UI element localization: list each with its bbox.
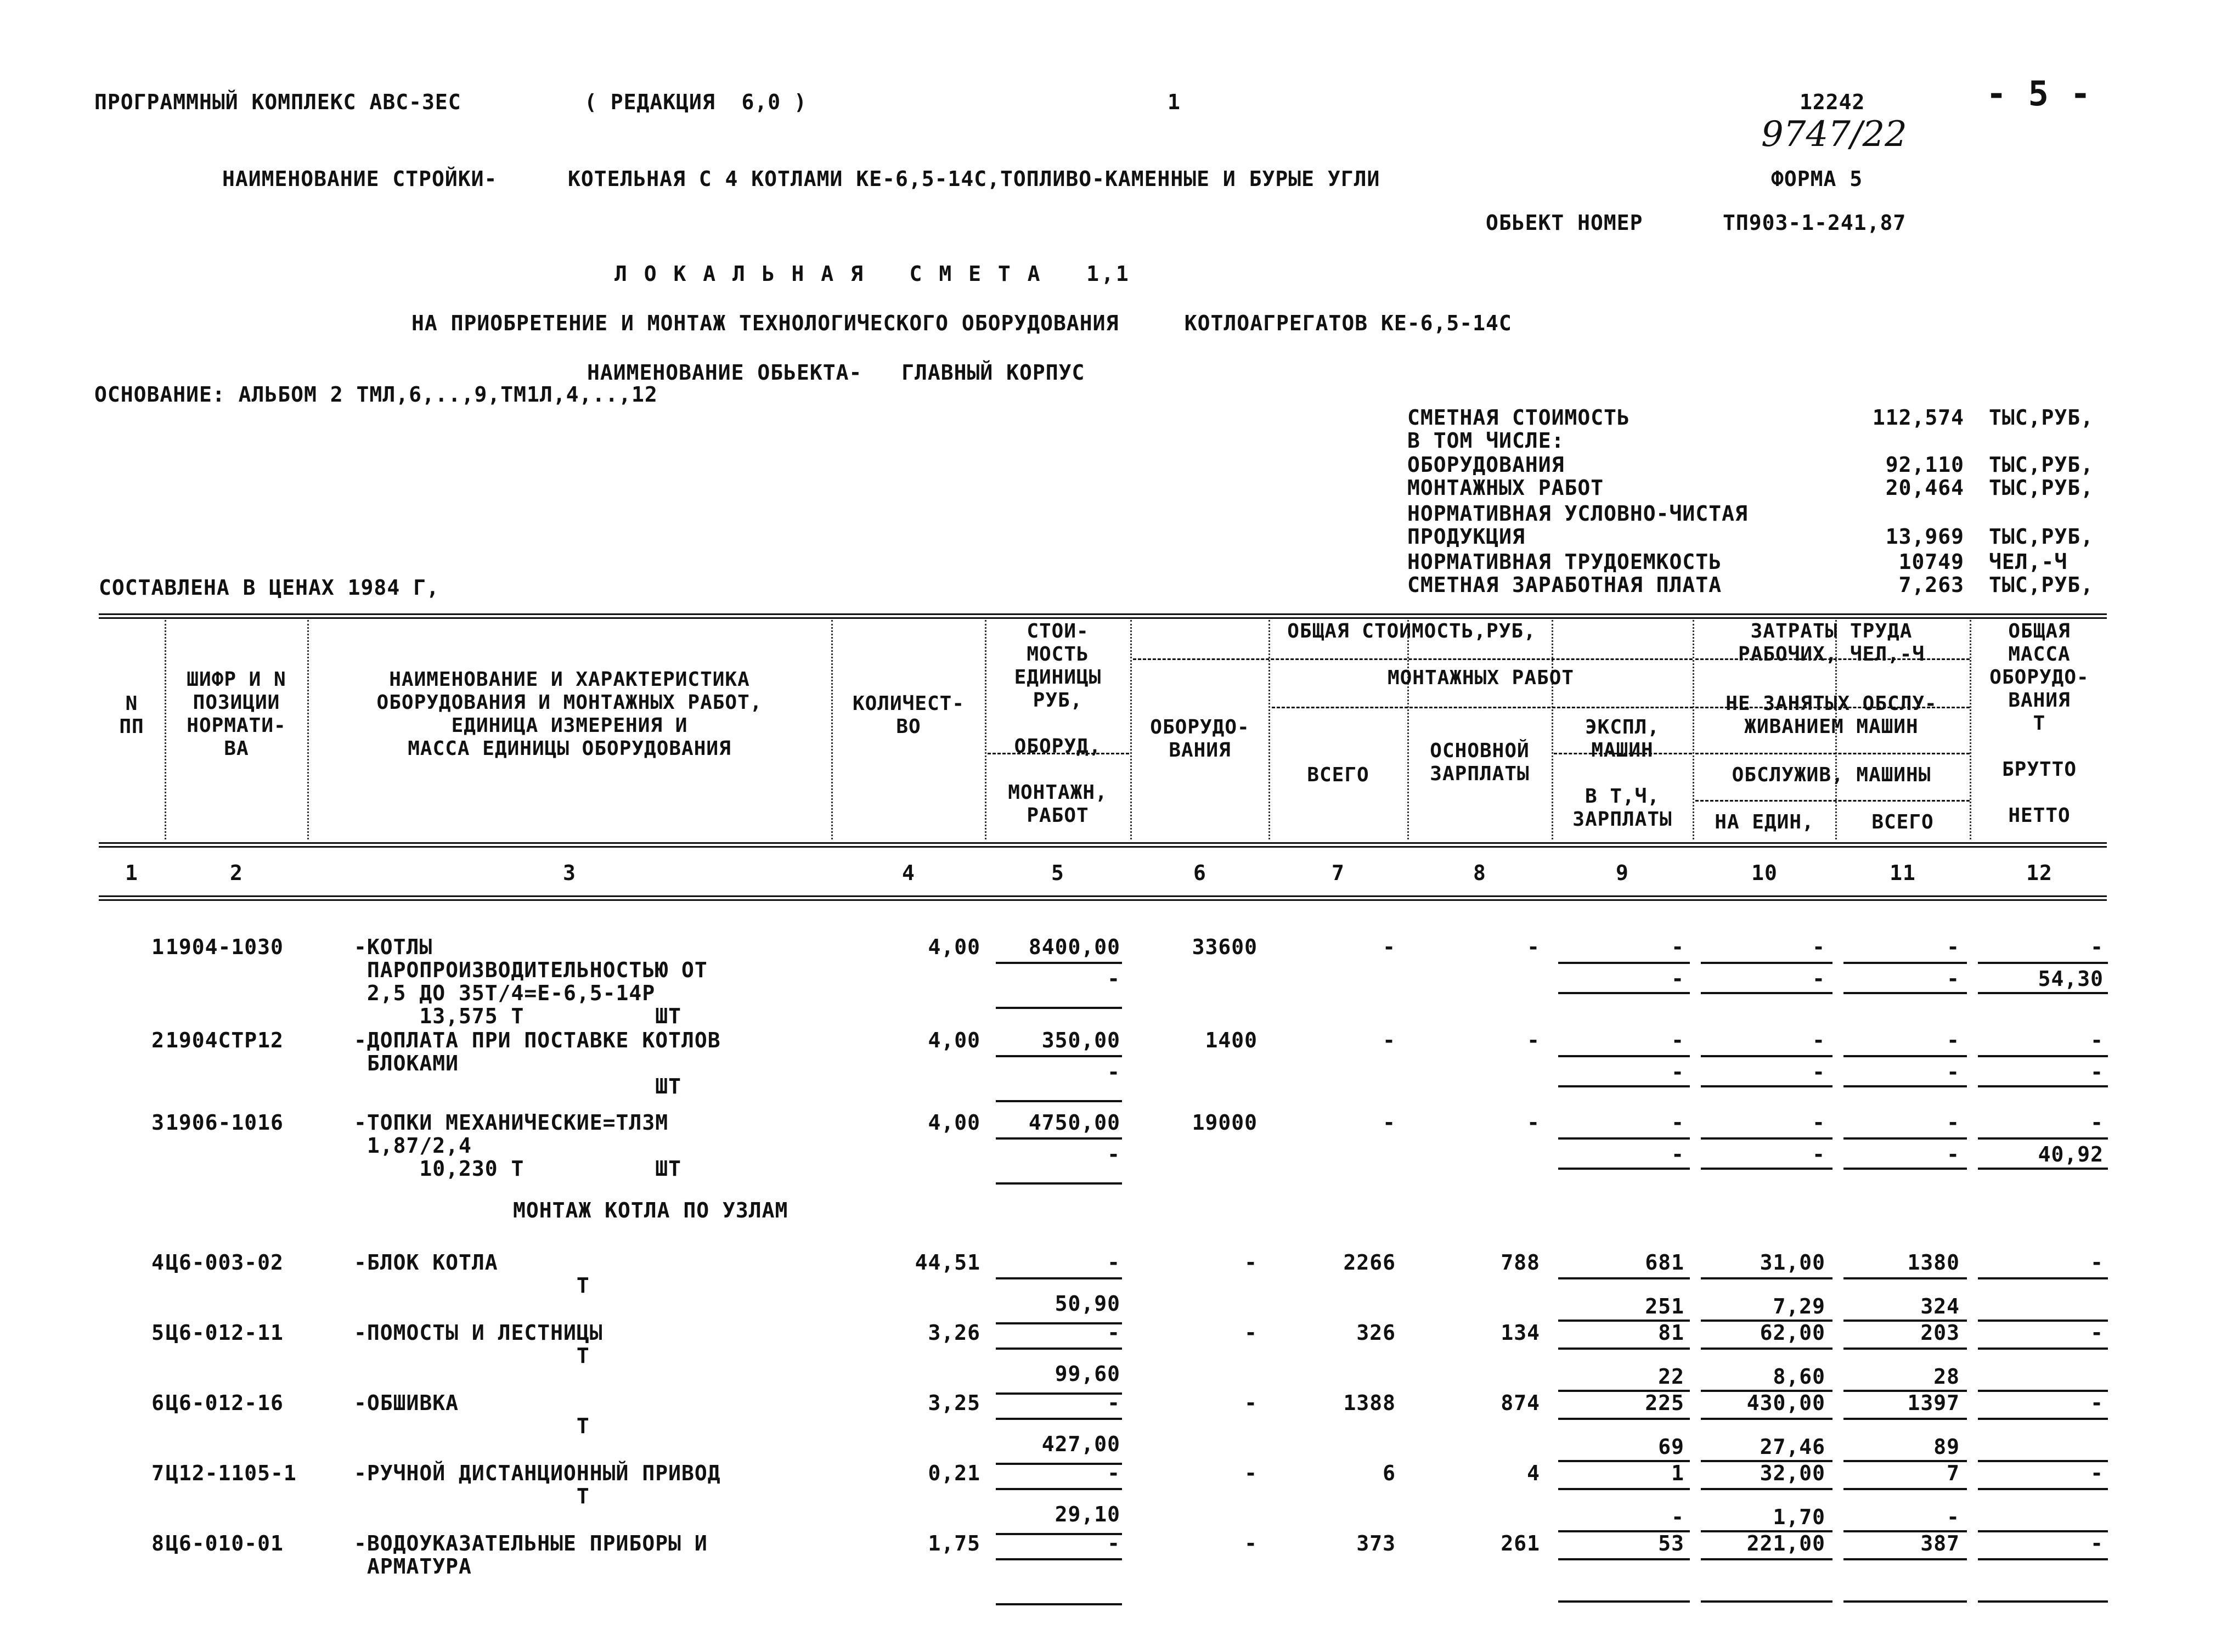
construction-value: КОТЕЛЬНАЯ С 4 КОТЛАМИ КЕ-6,5-14С,ТОПЛИВО-КАМЕННЫЕ И БУРЫЕ УГЛИ	[568, 167, 1380, 191]
row-labor-total: 387	[1920, 1531, 1960, 1555]
row-cost-equipment: -	[1244, 1391, 1258, 1415]
row-base-salary: -	[1527, 1028, 1540, 1052]
column-number: 9	[1616, 861, 1629, 885]
header-subrule	[1695, 753, 1970, 754]
summary-value: 92,110	[1885, 453, 1964, 477]
row-number: 2	[151, 1028, 165, 1052]
row-code: 1904СТР12	[166, 1028, 284, 1052]
header-subrule	[1133, 658, 1693, 660]
column-number: 7	[1332, 861, 1345, 885]
row-labor-total: 203	[1920, 1321, 1960, 1345]
prices-year: СОСТАВЛЕНА В ЦЕНАХ 1984 Г,	[99, 576, 439, 600]
row-machines: -	[1671, 1028, 1684, 1052]
row-labor-machines-total: -	[1947, 1505, 1960, 1529]
row-cost-equipment: -	[1244, 1321, 1258, 1345]
cell-divider-line	[1701, 1055, 1832, 1057]
row-unit-price-equipment: -	[1107, 1250, 1120, 1275]
row-mass-brutto: -	[2090, 1028, 2104, 1052]
cell-divider-line	[1978, 1600, 2108, 1603]
cell-divider-line	[1558, 992, 1690, 994]
row-machines-salary: -	[1671, 967, 1684, 991]
row-unit-price-mounting: -	[1107, 967, 1120, 991]
row-mount-total: 6	[1383, 1461, 1396, 1485]
row-description: -ПОМОСТЫ И ЛЕСТНИЦЫ Т	[354, 1321, 603, 1368]
summary-value: 20,464	[1885, 476, 1964, 500]
col-header-labor-total: ВСЕГО	[1871, 811, 1934, 833]
summary-unit: ТЫС,РУБ,	[1989, 453, 2094, 477]
cell-divider-line	[996, 1603, 1122, 1605]
form-label: ФОРМА 5	[1771, 167, 1863, 191]
row-machines: -	[1671, 1110, 1684, 1135]
cell-divider-line	[996, 1277, 1122, 1279]
cell-divider-line	[996, 1100, 1122, 1102]
cell-divider-line	[1978, 1137, 2108, 1140]
cell-divider-line	[1978, 1085, 2108, 1087]
col-header-equipment: ОБОРУДО- ВАНИЯ	[1150, 716, 1250, 762]
row-description: -ОБШИВКА Т	[354, 1391, 590, 1438]
row-unit-price-equipment: -	[1107, 1461, 1120, 1485]
summary-value: 10749	[1898, 550, 1964, 574]
summary-unit: ТЫС,РУБ,	[1989, 405, 2094, 430]
column-separator	[1407, 620, 1409, 839]
row-machines: -	[1671, 935, 1684, 959]
summary-label: СМЕТНАЯ СТОИМОСТЬ	[1407, 405, 1630, 430]
cell-divider-line	[1978, 962, 2108, 964]
row-labor-machines-total: -	[1947, 967, 1960, 991]
row-number: 6	[151, 1391, 165, 1415]
row-unit-price-mounting: 427,00	[1041, 1432, 1120, 1456]
cell-divider-line	[996, 962, 1122, 964]
row-labor-per-unit: 31,00	[1760, 1250, 1825, 1275]
row-mount-total: 373	[1356, 1531, 1396, 1555]
edition: ( РЕДАКЦИЯ 6,0 )	[584, 90, 807, 114]
row-cost-equipment: -	[1244, 1531, 1258, 1555]
row-labor-per-unit: 62,00	[1760, 1321, 1825, 1345]
row-cost-equipment: -	[1244, 1461, 1258, 1485]
header-subrule	[1695, 800, 1970, 802]
row-quantity: 3,26	[928, 1321, 980, 1345]
row-labor-machines-per-unit: -	[1812, 1060, 1825, 1084]
row-code: Ц6-012-16	[166, 1391, 284, 1415]
row-quantity: 1,75	[928, 1531, 980, 1555]
row-mass-brutto: -	[2090, 1110, 2104, 1135]
cell-divider-line	[1558, 1418, 1690, 1420]
row-unit-price-mounting: -	[1107, 1060, 1120, 1084]
column-separator	[1268, 620, 1270, 839]
row-base-salary: 874	[1501, 1391, 1540, 1415]
row-machines-salary: 22	[1658, 1365, 1684, 1389]
row-machines: 53	[1658, 1531, 1684, 1555]
column-number: 12	[2026, 861, 2053, 885]
row-description: -РУЧНОЙ ДИСТАНЦИОННЫЙ ПРИВОД Т	[354, 1461, 721, 1508]
row-labor-machines-per-unit: -	[1812, 967, 1825, 991]
cell-divider-line	[1558, 1168, 1690, 1170]
column-numbers-rule	[99, 895, 2107, 901]
row-labor-per-unit: -	[1812, 1028, 1825, 1052]
row-code: Ц6-012-11	[166, 1321, 284, 1345]
row-base-salary: 134	[1501, 1321, 1540, 1345]
row-labor-per-unit: -	[1812, 935, 1825, 959]
row-description: -ДОПЛАТА ПРИ ПОСТАВКЕ КОТЛОВ БЛОКАМИ ШТ	[354, 1028, 721, 1098]
row-cost-equipment: 33600	[1192, 935, 1258, 959]
row-mass-brutto: -	[2090, 1531, 2104, 1555]
col-header-qty: КОЛИЧЕСТ- ВО	[852, 692, 965, 738]
row-quantity: 4,00	[928, 1028, 980, 1052]
column-number: 11	[1890, 861, 1916, 885]
row-labor-per-unit: 430,00	[1746, 1391, 1825, 1415]
row-labor-per-unit: 221,00	[1746, 1531, 1825, 1555]
row-number: 7	[151, 1461, 165, 1485]
cell-divider-line	[1978, 1558, 2108, 1560]
row-mount-total: 326	[1356, 1321, 1396, 1345]
row-quantity: 4,00	[928, 935, 980, 959]
row-quantity: 0,21	[928, 1461, 980, 1485]
row-unit-price-mounting: -	[1107, 1142, 1120, 1166]
cell-divider-line	[1701, 1168, 1832, 1170]
row-unit-price-equipment: 350,00	[1041, 1028, 1120, 1052]
document-title: Л О К А Л Ь Н А Я С М Е Т А 1,1	[614, 262, 1131, 286]
row-mass-brutto: -	[2090, 1461, 2104, 1485]
row-unit-price-mounting: 29,10	[1055, 1502, 1120, 1526]
row-cost-equipment: 1400	[1205, 1028, 1258, 1052]
cell-divider-line	[1558, 1085, 1690, 1087]
table-top-rule	[99, 613, 2107, 619]
row-mass-brutto: -	[2090, 935, 2104, 959]
row-base-salary: -	[1527, 1110, 1540, 1135]
column-number: 6	[1193, 861, 1206, 885]
row-machines: 1	[1671, 1461, 1684, 1485]
row-mass-brutto: -	[2090, 1391, 2104, 1415]
row-labor-total: 1397	[1907, 1391, 1960, 1415]
construction-label: НАИМЕНОВАНИЕ СТРОЙКИ-	[222, 167, 498, 191]
row-unit-price-mounting: 50,90	[1055, 1292, 1120, 1316]
row-labor-machines-per-unit: 27,46	[1760, 1435, 1825, 1459]
row-quantity: 4,00	[928, 1110, 980, 1135]
column-number: 1	[125, 861, 138, 885]
cell-divider-line	[1701, 1418, 1832, 1420]
col-header-machines: ЭКСПЛ, МАШИН В Т,Ч, ЗАРПЛАТЫ	[1572, 716, 1672, 831]
row-number: 5	[151, 1321, 165, 1345]
cell-divider-line	[1843, 1277, 1967, 1279]
col-header-total: ВСЕГО	[1307, 764, 1369, 786]
summary-unit: ТЫС,РУБ,	[1989, 476, 2094, 500]
row-unit-price-mounting: 99,60	[1055, 1362, 1120, 1386]
cell-divider-line	[1843, 1600, 1967, 1603]
row-labor-machines-per-unit: -	[1812, 1142, 1825, 1166]
summary-value: 13,969	[1885, 525, 1964, 549]
cell-divider-line	[1701, 962, 1832, 964]
cell-divider-line	[996, 1055, 1122, 1057]
row-cost-equipment: -	[1244, 1250, 1258, 1275]
column-number: 4	[902, 861, 915, 885]
row-unit-price-equipment: 4750,00	[1028, 1110, 1120, 1135]
column-number: 3	[563, 861, 576, 885]
cell-divider-line	[1843, 992, 1967, 994]
summary-unit: ТЫС,РУБ,	[1989, 525, 2094, 549]
cell-divider-line	[996, 1488, 1122, 1490]
row-labor-per-unit: 32,00	[1760, 1461, 1825, 1485]
summary-label: СМЕТНАЯ ЗАРАБОТНАЯ ПЛАТА	[1407, 573, 1722, 597]
cell-divider-line	[1558, 1488, 1690, 1490]
cell-divider-line	[996, 1418, 1122, 1420]
row-labor-total: -	[1947, 1028, 1960, 1052]
row-labor-machines-total: 89	[1933, 1435, 1960, 1459]
row-labor-total: -	[1947, 1110, 1960, 1135]
object-number-value: ТП903-1-241,87	[1723, 211, 1907, 235]
row-machines-salary: -	[1671, 1142, 1684, 1166]
row-machines-salary: 251	[1645, 1294, 1684, 1318]
col-header-unit-cost: СТОИ- МОСТЬ ЕДИНИЦЫ РУБ, ОБОРУД, МОНТАЖН, РАБОТ	[1008, 620, 1108, 827]
cell-divider-line	[1558, 1277, 1690, 1279]
row-unit-price-equipment: -	[1107, 1531, 1120, 1555]
col-header-labor-not-machines: НЕ ЗАНЯТЫХ ОБСЛУ- ЖИВАНИЕМ МАШИН	[1726, 692, 1937, 738]
row-machines-salary: -	[1671, 1505, 1684, 1529]
cell-divider-line	[1843, 1137, 1967, 1140]
cell-divider-line	[1701, 1488, 1832, 1490]
cell-divider-line	[1701, 1277, 1832, 1279]
cell-divider-line	[1701, 1347, 1832, 1350]
cell-divider-line	[1978, 1055, 2108, 1057]
cell-divider-line	[996, 1347, 1122, 1350]
col-group-labor: ЗАТРАТЫ ТРУДА РАБОЧИХ, ЧЕЛ,-Ч	[1738, 620, 1925, 666]
row-labor-machines-per-unit: 1,70	[1773, 1505, 1825, 1529]
cell-divider-line	[1843, 1418, 1967, 1420]
summary-unit: ТЫС,РУБ,	[1989, 573, 2094, 597]
col-header-base-salary: ОСНОВНОЙ ЗАРПЛАТЫ	[1430, 740, 1530, 785]
row-base-salary: -	[1527, 935, 1540, 959]
header-subrule	[1272, 707, 1693, 708]
row-machines: 225	[1645, 1391, 1684, 1415]
column-number: 10	[1751, 861, 1778, 885]
row-mount-total: -	[1383, 1110, 1396, 1135]
summary-label: В ТОМ ЧИСЛЕ:	[1407, 428, 1565, 453]
summary-label: МОНТАЖНЫХ РАБОТ	[1407, 476, 1604, 500]
column-number: 5	[1051, 861, 1064, 885]
cell-divider-line	[1843, 1168, 1967, 1170]
summary-value: 112,574	[1872, 405, 1964, 430]
col-header-n: N ПП	[119, 692, 144, 738]
section-heading: МОНТАЖ КОТЛА ПО УЗЛАМ	[513, 1198, 788, 1222]
document-subtitle: НА ПРИОБРЕТЕНИЕ И МОНТАЖ ТЕХНОЛОГИЧЕСКОГО ОБОРУДОВАНИЯ КОТЛОАГРЕГАТОВ КЕ-6,5-14С	[411, 311, 1512, 335]
summary-label: НОРМАТИВНАЯ ТРУДОЕМКОСТЬ	[1407, 550, 1722, 574]
row-labor-machines-per-unit: 8,60	[1773, 1365, 1825, 1389]
row-mass-netto: -	[2090, 1060, 2104, 1084]
row-description: -БЛОК КОТЛА Т	[354, 1250, 590, 1298]
row-code: Ц12-1105-1	[166, 1461, 297, 1485]
cell-divider-line	[1558, 1055, 1690, 1057]
col-header-per-unit: НА ЕДИН,	[1715, 811, 1814, 833]
row-labor-per-unit: -	[1812, 1110, 1825, 1135]
row-machines: 681	[1645, 1250, 1684, 1275]
row-code: Ц6-003-02	[166, 1250, 284, 1275]
cell-divider-line	[1843, 962, 1967, 964]
row-mount-total: 2266	[1343, 1250, 1396, 1275]
col-group-total-cost: ОБЩАЯ СТОИМОСТЬ,РУБ,	[1287, 620, 1536, 642]
cell-divider-line	[1558, 1347, 1690, 1350]
row-base-salary: 261	[1501, 1531, 1540, 1555]
cell-divider-line	[1978, 1277, 2108, 1279]
page-mark: - 5 -	[1986, 74, 2091, 114]
row-labor-machines-total: -	[1947, 1142, 1960, 1166]
row-mass-brutto: -	[2090, 1250, 2104, 1275]
row-mass-brutto: -	[2090, 1321, 2104, 1345]
summary-label: НОРМАТИВНАЯ УСЛОВНО-ЧИСТАЯ	[1407, 501, 1748, 526]
cell-divider-line	[996, 1007, 1122, 1009]
row-machines-salary: -	[1671, 1060, 1684, 1084]
cell-divider-line	[1978, 1347, 2108, 1350]
row-mount-total: -	[1383, 935, 1396, 959]
row-code: 1904-1030	[166, 935, 284, 959]
col-group-mount: МОНТАЖНЫХ РАБОТ	[1387, 667, 1575, 689]
row-machines: 81	[1658, 1321, 1684, 1345]
row-description: -ТОПКИ МЕХАНИЧЕСКИЕ=ТЛЗМ 1,87/2,4 10,230 Т ШТ	[354, 1110, 681, 1181]
row-number: 8	[151, 1531, 165, 1555]
row-code: Ц6-010-01	[166, 1531, 284, 1555]
row-labor-machines-total: 324	[1920, 1294, 1960, 1318]
program-name: ПРОГРАММНЫЙ КОМПЛЕКС АВС-ЗЕС	[94, 90, 461, 114]
cell-divider-line	[1843, 1558, 1967, 1560]
row-mass-netto: 40,92	[2038, 1142, 2104, 1166]
col-header-labor-machines: ОБСЛУЖИВ, МАШИНЫ	[1732, 764, 1931, 786]
row-base-salary: 788	[1501, 1250, 1540, 1275]
page-number: 1	[1168, 90, 1181, 114]
cell-divider-line	[1978, 992, 2108, 994]
cell-divider-line	[1558, 962, 1690, 964]
cell-divider-line	[1558, 1558, 1690, 1560]
summary-label: ПРОДУКЦИЯ	[1407, 525, 1525, 549]
summary-value: 7,263	[1898, 573, 1964, 597]
col-header-mass: ОБЩАЯ МАССА ОБОРУДО- ВАНИЯ Т БРУТТО НЕТТО	[1989, 620, 2089, 827]
column-number: 2	[230, 861, 243, 885]
column-number: 8	[1473, 861, 1486, 885]
row-unit-price-equipment: 8400,00	[1028, 935, 1120, 959]
cell-divider-line	[1701, 1085, 1832, 1087]
header-bottom-rule	[99, 842, 2107, 848]
cell-divider-line	[1558, 1600, 1690, 1603]
cell-divider-line	[996, 1137, 1122, 1140]
row-cost-equipment: 19000	[1192, 1110, 1258, 1135]
summary-label: ОБОРУДОВАНИЯ	[1407, 453, 1565, 477]
row-unit-price-equipment: -	[1107, 1321, 1120, 1345]
row-labor-machines-total: -	[1947, 1060, 1960, 1084]
cell-divider-line	[996, 1182, 1122, 1185]
basis: ОСНОВАНИЕ: АЛЬБОМ 2 ТМЛ,6,..,9,ТМ1Л,4,..,12	[94, 382, 658, 407]
cell-divider-line	[1701, 1600, 1832, 1603]
row-mount-total: -	[1383, 1028, 1396, 1052]
row-labor-total: -	[1947, 935, 1960, 959]
cell-divider-line	[1843, 1055, 1967, 1057]
cell-divider-line	[1701, 1137, 1832, 1140]
cell-divider-line	[1701, 1558, 1832, 1560]
document-code: 12242	[1800, 90, 1865, 114]
row-number: 3	[151, 1110, 165, 1135]
cell-divider-line	[1843, 1085, 1967, 1087]
col-header-code: ШИФР И N ПОЗИЦИИ НОРМАТИ- ВА	[187, 668, 286, 760]
object-name: НАИМЕНОВАНИЕ ОБЬЕКТА- ГЛАВНЫЙ КОРПУС	[587, 360, 1085, 385]
row-mount-total: 1388	[1343, 1391, 1396, 1415]
cell-divider-line	[1978, 1488, 2108, 1490]
cell-divider-line	[1843, 1347, 1967, 1350]
row-number: 1	[151, 935, 165, 959]
row-machines-salary: 69	[1658, 1435, 1684, 1459]
cell-divider-line	[1978, 1168, 2108, 1170]
row-mass-netto: 54,30	[2038, 967, 2104, 991]
col-header-name: НАИМЕНОВАНИЕ И ХАРАКТЕРИСТИКА ОБОРУДОВАНИЯ И МОНТАЖНЫХ РАБОТ, ЕДИНИЦА ИЗМЕРЕНИЯ И МАССА ЕДИНИЦЫ ОБОРУДОВАНИЯ	[376, 668, 763, 760]
row-labor-machines-per-unit: 7,29	[1773, 1294, 1825, 1318]
row-description: -ВОДОУКАЗАТЕЛЬНЫЕ ПРИБОРЫ И АРМАТУРА	[354, 1531, 708, 1578]
cell-divider-line	[1978, 1418, 2108, 1420]
cell-divider-line	[996, 1558, 1122, 1560]
summary-unit: ЧЕЛ,-Ч	[1989, 550, 2068, 574]
row-description: -КОТЛЫ ПАРОПРОИЗВОДИТЕЛЬНОСТЬЮ ОТ 2,5 ДО 35Т/4=Е-6,5-14Р 13,575 Т ШТ	[354, 935, 708, 1028]
cell-divider-line	[1843, 1488, 1967, 1490]
row-labor-total: 1380	[1907, 1250, 1960, 1275]
row-quantity: 3,25	[928, 1391, 980, 1415]
row-unit-price-equipment: -	[1107, 1391, 1120, 1415]
row-code: 1906-1016	[166, 1110, 284, 1135]
object-number-label: ОБЬЕКТ НОМЕР	[1486, 211, 1643, 235]
row-labor-machines-total: 28	[1933, 1365, 1960, 1389]
row-base-salary: 4	[1527, 1461, 1540, 1485]
row-number: 4	[151, 1250, 165, 1275]
cell-divider-line	[1558, 1137, 1690, 1140]
cell-divider-line	[1701, 992, 1832, 994]
row-labor-total: 7	[1947, 1461, 1960, 1485]
handwritten-number: 9747/22	[1761, 114, 1907, 155]
row-quantity: 44,51	[915, 1250, 980, 1275]
